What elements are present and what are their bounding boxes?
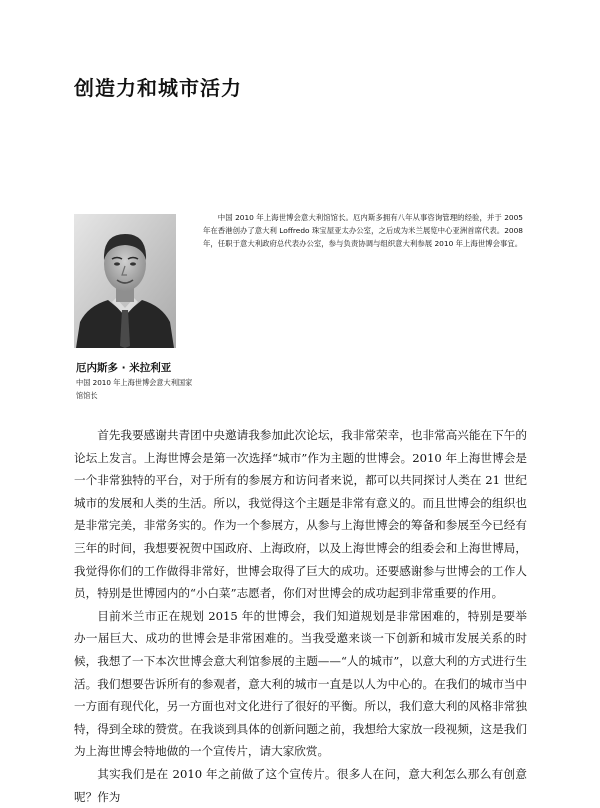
- portrait-photo-icon: [74, 214, 176, 348]
- speaker-photo: [74, 214, 176, 348]
- speaker-bio: 中国 2010 年上海世博会意大利馆馆长。厄内斯多拥有八年从事咨询管理的经验，并于 2005 年在香港创办了意大利 Loffredo 珠宝屋亚太办公室，之后成为米兰展览中心亚洲首席代表。2008 年，任职于意大利政府总代表办公室，参与负责协调与组织意大利参展 2010 年上海世博会事宜。: [203, 213, 523, 249]
- speaker-name: 厄内斯多 · 米拉利亚: [76, 362, 172, 374]
- speaker-role: 中国 2010 年上海世博会意大利国家馆馆长: [76, 378, 193, 400]
- page-title: 创造力和城市活力: [74, 76, 242, 100]
- body-paragraph: 目前米兰市正在规划 2015 年的世博会，我们知道规划是非常困难的，特别是要举办一届巨大、成功的世博会是非常困难的。当我受邀来谈一下创新和城市发展关系的时候，我想了一下本次世博会意大利馆参展的主题——“人的城市”，以意大利的方式进行生活。我们想要告诉所有的参观者，意大利的城市一直是以人为中心的。在我们的城市当中一方面有现代化，另一方面也对文化进行了很好的平衡。所以，我们意大利的风格非常独特，得到全球的赞赏。在我谈到具体的创新问题之前，我想给大家放一段视频，这是我们为上海世博会特地做的一个宣传片，请大家欣赏。: [74, 608, 527, 759]
- article-body: [74, 424, 527, 808]
- body-paragraph: 首先我要感谢共青团中央邀请我参加此次论坛，我非常荣幸，也非常高兴能在下午的论坛上发言。上海世博会是第一次选择“城市”作为主题的世博会。2010 年上海世博会是一个非常独特的平台，对于所有的参展方和访问者来说，都可以共同探讨人类在 21 世纪城市的发展和人类的生活。所以，我觉得这个主题是非常有意义的。而且世博会的组织也是非常完美，非常务实的。作为一个参展方，从参与上海世博会的筹备和参展至今已经有三年的时间，我想要祝贺中国政府、上海政府，以及上海世博会的组委会和上海世博局，我觉得你们的工作做得非常好，世博会取得了巨大的成功。还要感谢参与世博会的工作人员，特别是世博园内的“小白菜”志愿者，你们对世博会的成功起到非常重要的作用。: [74, 428, 527, 601]
- body-paragraph: 其实我们是在 2010 年之前做了这个宣传片。很多人在问，意大利怎么那么有创意呢？作为: [74, 766, 527, 804]
